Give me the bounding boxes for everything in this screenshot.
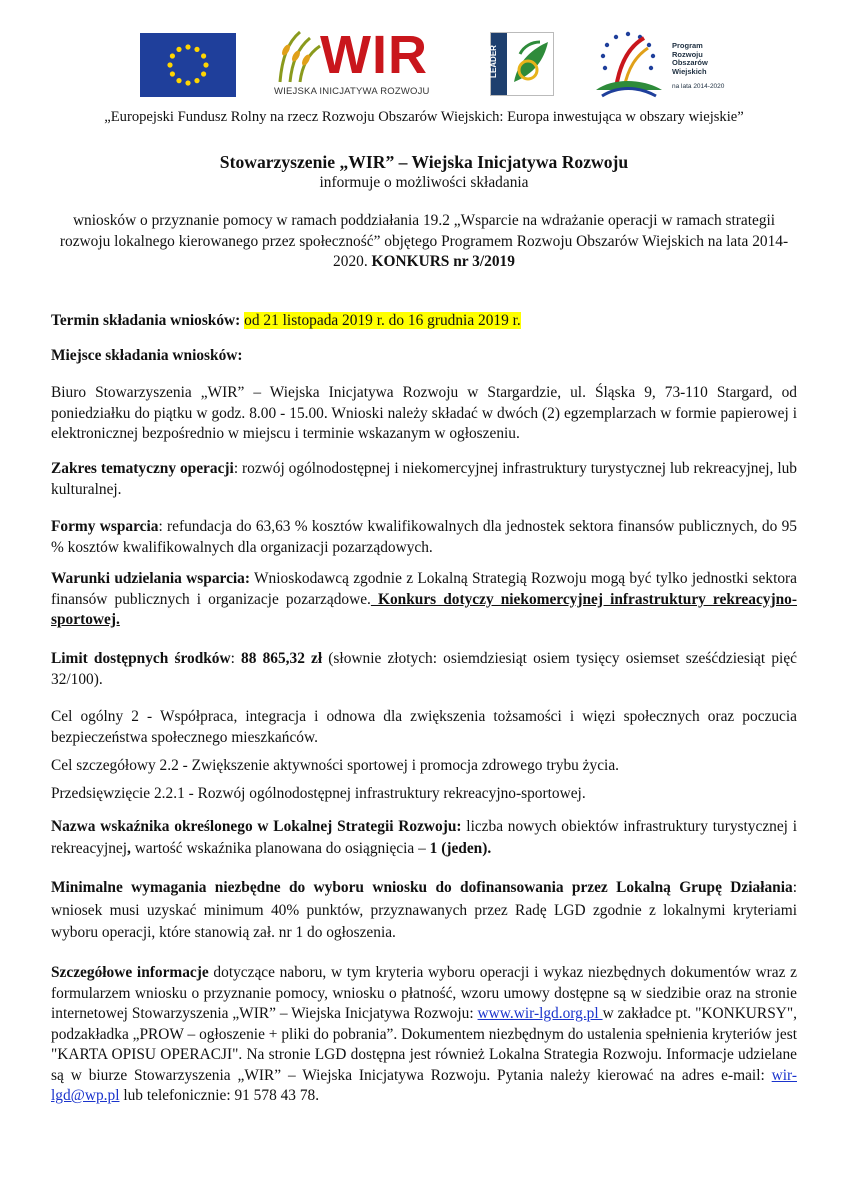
limit-label: Limit dostępnych środków (51, 650, 231, 667)
indicator-label: Nazwa wskaźnika określonego w Lokalnej Strategii Rozwoju: (51, 818, 462, 835)
deadline (51, 311, 797, 332)
forms: Formy wsparcia: refundacja do 63,63 % kosztów kwalifikowalnych dla jednostek sektora finansów publicznych, do 95 % kosztów kwalifikowalnych dla organizacji pozarządowych. (51, 518, 797, 556)
eu-flag-icon (140, 33, 236, 97)
email-link[interactable]: wir-lgd@wp.pl (51, 1066, 797, 1104)
forms-label: Formy wsparcia (51, 518, 159, 535)
conditions-label: Warunki udzielania wsparcia: (51, 570, 251, 587)
minimum-label: Minimalne wymagania niezbędne do wyboru wniosku do dofinansowania przez Lokalną Grupę Działania (51, 879, 793, 896)
deadline-label: Termin składania wniosków: (51, 312, 241, 329)
goal-specific: Cel szczegółowy 2.2 - Zwiększenie aktywności sportowej i promocja zdrowego trybu życia. (51, 757, 619, 774)
conditions: Warunki udzielania wsparcia: Wnioskodawcą zgodnie z Lokalną Strategią Rozwoju mogą być tylko jednostki sektora finansów publicznych i organizacje pozarządowe. Konkurs dotyczy niekomercyjnej infrastruktury rekreacyjno- sportowej. (51, 570, 797, 628)
funds-limit: Limit dostępnych środków: 88 865,32 zł (słownie złotych: osiemdziesiąt osiem tysięcy osiemset sześćdziesiąt pięć 32/100). (51, 650, 797, 688)
informs-line: informuje o możliwości składania (319, 174, 529, 191)
wir-logo-word: WIR (320, 25, 428, 85)
konkurs-number: KONKURS nr 3/2019 (371, 253, 515, 270)
details-label: Szczegółowe informacje (51, 964, 209, 981)
leader-logo (490, 32, 554, 96)
conditions-note: Konkurs dotyczy niekomercyjnej infrastruktury rekreacyjno- sportowej. (51, 590, 797, 628)
prow-logo-years: na lata 2014-2020 (672, 83, 725, 90)
intro-text: wniosków o przyznanie pomocy w ramach poddziałania 19.2 „Wsparcie na wdrażanie operacji w ramach strategii rozwoju lokalnego kierowanego przez społeczność” objętego Programem Rozwoju Obszarów Wiejskich na lata 2014-2020. KONKURS nr 3/2019 (59, 212, 789, 270)
scope: Zakres tematyczny operacji: rozwój ogólnodostępnej i niekomercyjnej infrastruktury turystycznej lub rekreacyjnej, lub kulturalnej. (51, 460, 797, 498)
indicator: Nazwa wskaźnika określonego w Lokalnej Strategii Rozwoju: liczba nowych obiektów infrastruktury turystycznej i rekreacyjnej, wartość wskaźnika planowana do osiągnięcia – 1 (jeden). (51, 818, 798, 857)
wir-logo-subtitle: WIEJSKA INICJATYWA ROZWOJU (274, 86, 430, 97)
limit-amount: 88 865,32 zł (241, 650, 323, 667)
fund-line: „Europejski Fundusz Rolny na rzecz Rozwoju Obszarów Wiejskich: Europa inwestująca w obszary wiejskie” (104, 109, 744, 125)
org-name: Stowarzyszenie „WIR” – Wiejska Inicjatywa Rozwoju (219, 152, 629, 172)
place-label: Miejsce składania wniosków: (51, 347, 243, 364)
goal-general: Cel ogólny 2 - Współpraca, integracja i odnowa dla zwiększenia tożsamości i więzi społecznych oraz poczucia bezpieczeństwa społecznego mieszkańców. (51, 708, 797, 746)
prow-emblem-icon (586, 28, 670, 100)
place-text: Biuro Stowarzyszenia „WIR” – Wiejska Inicjatywa Rozwoju w Stargardzie, ul. Śląska 9, 73-110 Stargard, od poniedziałku do piątku w godz. 8.00 - 15.00. Wnioski należy składać w dwóch (2) egzemplarzach w formie papierowej i elektronicznej bezpośrednio w miejscu i terminie wskazanym w ogłoszeniu. (51, 384, 797, 442)
leader-logo-text: LEADER (488, 45, 498, 78)
wir-logo (272, 25, 458, 100)
details: Szczegółowe informacje dotyczące naboru, w tym kryteria wyboru operacji i wykaz niezbędnych dokumentów wraz z formularzem wniosku o przyznanie pomocy, wniosku o płatność, wzoru umowy dostępne są w siedzibie oraz na stronie internetowej Stowarzyszenia „WIR” – Wiejska Inicjatywa Rozwoju: www.wir-lgd.org.pl w zakładce pt. "KONKURSY", podzakładka „PROW – ogłoszenie + pliki do pobrania”. Dokumentem niezbędnym do ustalenia spełnienia kryteriów jest "KARTA OPISU OPERACJI". Na stronie LGD dostępna jest również Lokalna Strategia Rozwoju. Informacje udzielane są w biurze Stowarzyszenia „WIR” – Wiejska Inicjatywa Rozwoju. Pytania należy kierować na adres e-mail: wir-lgd@wp.pl lub telefonicznie: 91 578 43 78. (51, 964, 797, 1104)
logo-bar (0, 25, 848, 100)
undertaking: Przedsięwzięcie 2.2.1 - Rozwój ogólnodostępnej infrastruktury rekreacyjno-sportowej. (51, 785, 586, 802)
indicator-value: 1 (jeden). (429, 840, 492, 857)
prow-logo-text: Program Rozwoju Obszarów Wiejskich (672, 41, 708, 76)
leaf-icon (508, 34, 552, 94)
prow-logo (586, 28, 725, 100)
scope-label: Zakres tematyczny operacji (51, 460, 234, 477)
website-link[interactable]: www.wir-lgd.org.pl (477, 1005, 603, 1022)
wheat-icon (274, 28, 324, 86)
minimum-requirements: Minimalne wymagania niezbędne do wyboru wniosku do dofinansowania przez Lokalną Grupę Działania: wniosek musi uzyskać minimum 40% punktów, przyznawanych przez Radę LGD zgodnie z lokalnymi kryteriami wyboru operacji, które stanowią zał. nr 1 do ogłoszenia. (51, 879, 797, 941)
deadline-value: od 21 listopada 2019 r. do 16 grudnia 2019 r. (244, 312, 521, 329)
